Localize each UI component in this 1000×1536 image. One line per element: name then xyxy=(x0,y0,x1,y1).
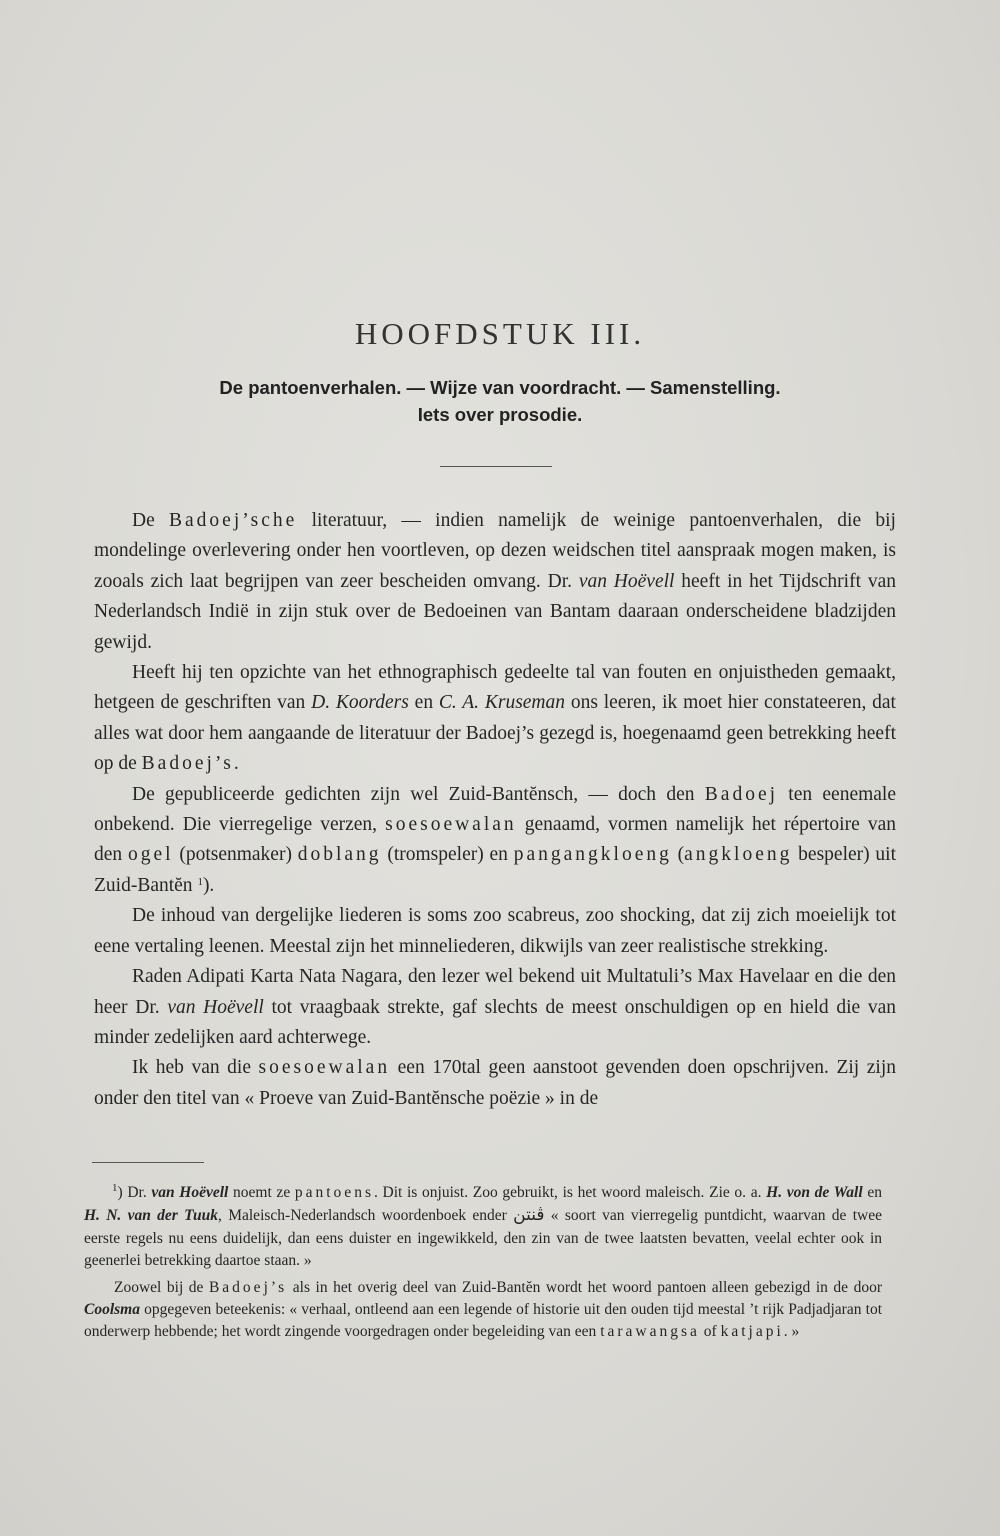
footnotes xyxy=(84,1182,882,1344)
paragraph-1: De Badoej’sche literatuur, — indien namelijk de weinige pantoenverhalen, die bij mondelinge overlevering onder hen voortleven, op dezen weidschen titel aanspraak mogen maken, is zooals zich laat begrijpen van zeer bescheiden omvang. Dr. van Hoëvell heeft in het Tijdschrift van Nederlandsch Indië in zijn stuk over de Bedoeinen van Bantam daaraan onderscheidene bladzijden gewijd. xyxy=(94,510,896,653)
subtitle-line-1: De pantoenverhalen. — Wijze van voordracht. — Samenstelling. xyxy=(219,377,781,398)
paragraph-6: Ik heb van die soesoewalan een 170tal geen aanstoot gevenden doen opschrijven. Zij zijn onder den titel van « Proeve van Zuid-Bantĕnsche poëzie » in de xyxy=(94,1057,896,1109)
body-text xyxy=(94,506,896,1114)
subtitle-line-2: Iets over prosodie. xyxy=(417,404,583,425)
footnote-1-continuation: Zoowel bij de Badoej’s als in het overig deel van Zuid-Bantĕn wordt het woord pantoen alleen gebezigd in de door Coolsma opgegeven beteekenis: « verhaal, ontleend aan een legende of historie uit den ouden tijd meestal ’t rijk Padjadjaran tot onderwerp hebbende; het wordt zingende voorgedragen onder begeleiding van een tarawangsa of katjapi. » xyxy=(84,1278,882,1341)
paragraph-3: De gepubliceerde gedichten zijn wel Zuid-Bantĕnsch, — doch den Badoej ten eenemale onbekend. Die vierregelige verzen, soesoewalan genaamd, vormen namelijk het répertoire van den ogel (potsenmaker) doblang (tromspeler) en pangangkloeng (angkloeng bespeler) uit Zuid-Bantĕn $^1$). xyxy=(94,783,897,896)
paragraph-2: Heeft hij ten opzichte van het ethnographisch gedeelte tal van fouten en onjuistheden gemaakt, hetgeen de geschriften van D. Koorders en C. A. Kruseman ons leeren, ik moet hier constateeren, dat alles wat door hem aangaande de literatuur der Badoej’s gezegd is, hoegenaamd geen betrekking heeft op de Badoej’s. xyxy=(94,662,896,775)
chapter-subtitle xyxy=(0,374,1000,428)
footnote-divider xyxy=(92,1162,204,1163)
footnote-ref: 1 xyxy=(197,875,203,888)
paragraph-4: De inhoud van dergelijke liederen is soms zoo scabreus, zoo shocking, dat zij zich moeielijk tot eene vertaling leenen. Meestal zijn het minneliederen, dikwijls van zeer realistische strekking. xyxy=(94,905,896,957)
paragraph-5: Raden Adipati Karta Nata Nagara, den lezer wel bekend uit Multatuli’s Max Havelaar en die den heer Dr. van Hoëvell tot vraagbaak strekte, gaf slechts de meest onschuldigen op en hield die van minder zedelijken aard achterwege. xyxy=(94,966,896,1048)
arabic-word: ڤنتن xyxy=(513,1205,545,1226)
chapter-title: HOOFDSTUK III. xyxy=(354,316,646,351)
footnote-1: $^1$) Dr. van Hoëvell noemt ze pantoens. Dit is onjuist. Zoo gebruikt, is het woord maleisch. Zie o. a. H. von de Wall en H. N. van der Tuuk, Maleisch-Nederlandsch woordenboek ender ڤنتن « soort van vierregelig puntdicht, waarvan de twee eerste regels nu eens duidelijk, dan eens duister en ingewikkeld, den zin van de twee laatsten bevatten, veelal echter ook in geenerlei betrekking daartoe staan. » xyxy=(84,1182,882,1270)
title-divider xyxy=(440,466,552,467)
